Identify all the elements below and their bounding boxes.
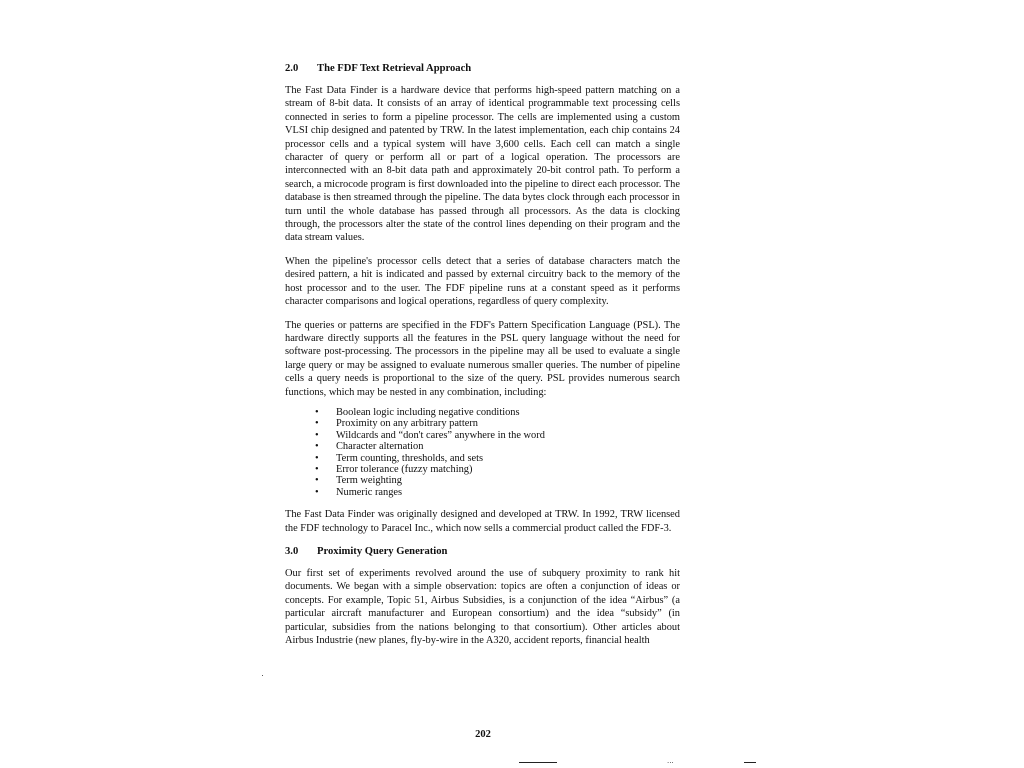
list-item [315,487,680,498]
list-item-text: Wildcards and “don't cares” anywhere in the word [336,429,545,441]
paragraph-psl: The queries or patterns are specified in the FDF's Pattern Specification Language (PSL). The hardware directly supports all the features in the PSL query language without the need for software post-processing. The processors in the pipeline may all be used to evaluate a single large query or may be assigned to evaluate numerous smaller queries. The number of pipeline cells a query needs is proportional to the size of the query. PSL provides numerous search functions, which may be nested in any combination, including: [285,319,680,398]
section-heading-3 [285,545,680,559]
list-item-text: Proximity on any arbitrary pattern [336,418,478,430]
list-item-text: Term counting, thresholds, and sets [336,452,484,464]
list-item-text: Boolean logic including negative conditions [336,406,520,418]
bullet-marker: • [315,452,319,464]
list-item [315,430,680,441]
scan-edge-mark [744,762,756,763]
bullet-marker: • [315,463,319,475]
section-number: 3.0 [285,546,299,557]
paragraph-proximity: Our first set of experiments revolved around the use of subquery proximity to rank hit documents. We began with a simple observation: topics are often a conjunction of ideas or concepts. For example, Topic 51, Airbus Subsidies, is a conjunction of the idea “Airbus” (a particular aircraft manufacturer and European consortium) and the idea “subsidy” (in particular, subsidies from the nations belonging to that consortium). Other articles about Airbus Industrie (new planes, fly-by-wire in the A320, accident reports, financial health [285,568,680,647]
list-item-text: Term weighting [336,475,402,487]
list-item [315,475,680,486]
page-number: 202 [475,729,491,740]
section-title: The FDF Text Retrieval Approach [317,63,472,74]
paper-page [285,62,680,657]
list-item [315,453,680,464]
paragraph-fdf-overview: The Fast Data Finder is a hardware device that performs high-speed pattern matching on a stream of 8-bit data. It consists of an array of identical programmable text processing cells connected in series to form a pipeline processor. The cells are implemented using a custom VLSI chip designed and patented by TRW. In the latest implementation, each chip contains 24 processor cells and a typical system will have 3,600 cells. Each cell can match a single character of query or perform all or part of a logical operation. The processors are interconnected with an 8-bit data path and approximately 20-bit control path. To perform a search, a microcode program is first downloaded into the pipeline to direct each processor. The database is then streamed through the pipeline. The data bytes clock through each processor in turn until the whole database has passed through all processors. As the data is clocking through, the processors alter the state of the control lines depending on their program and the data stream values. [285,85,680,244]
section-heading-2 [285,62,680,76]
paragraph-fdf-history: The Fast Data Finder was originally designed and developed at TRW. In 1992, TRW licensed the FDF technology to Paracel Inc., which now sells a commercial product called the FDF-3. [285,509,680,534]
section-number: 2.0 [285,63,299,74]
psl-feature-list [285,407,680,498]
list-item-text: Numeric ranges [336,486,403,498]
bullet-marker: • [315,441,319,453]
bullet-marker: • [315,475,319,487]
paragraph-pipeline-hits: When the pipeline's processor cells detect that a series of database characters match the desired pattern, a hit is indicated and passed by external circuitry back to the memory of the host processor and to the user. The FDF pipeline runs at a constant speed as it performs character comparisons and logical operations, regardless of query complexity. [285,255,680,308]
bullet-marker: • [315,486,319,498]
scan-speck [262,675,263,676]
list-item [315,441,680,452]
list-item [315,407,680,418]
bullet-marker: • [315,429,319,441]
list-item [315,418,680,429]
scan-edge-dots: ... [667,756,674,765]
list-item-text: Error tolerance (fuzzy matching) [336,463,473,475]
section-title: Proximity Query Generation [317,546,448,557]
list-item [315,464,680,475]
list-item-text: Character alternation [336,441,424,453]
bullet-marker: • [315,406,319,418]
scan-edge-mark [519,762,557,763]
bullet-marker: • [315,418,319,430]
